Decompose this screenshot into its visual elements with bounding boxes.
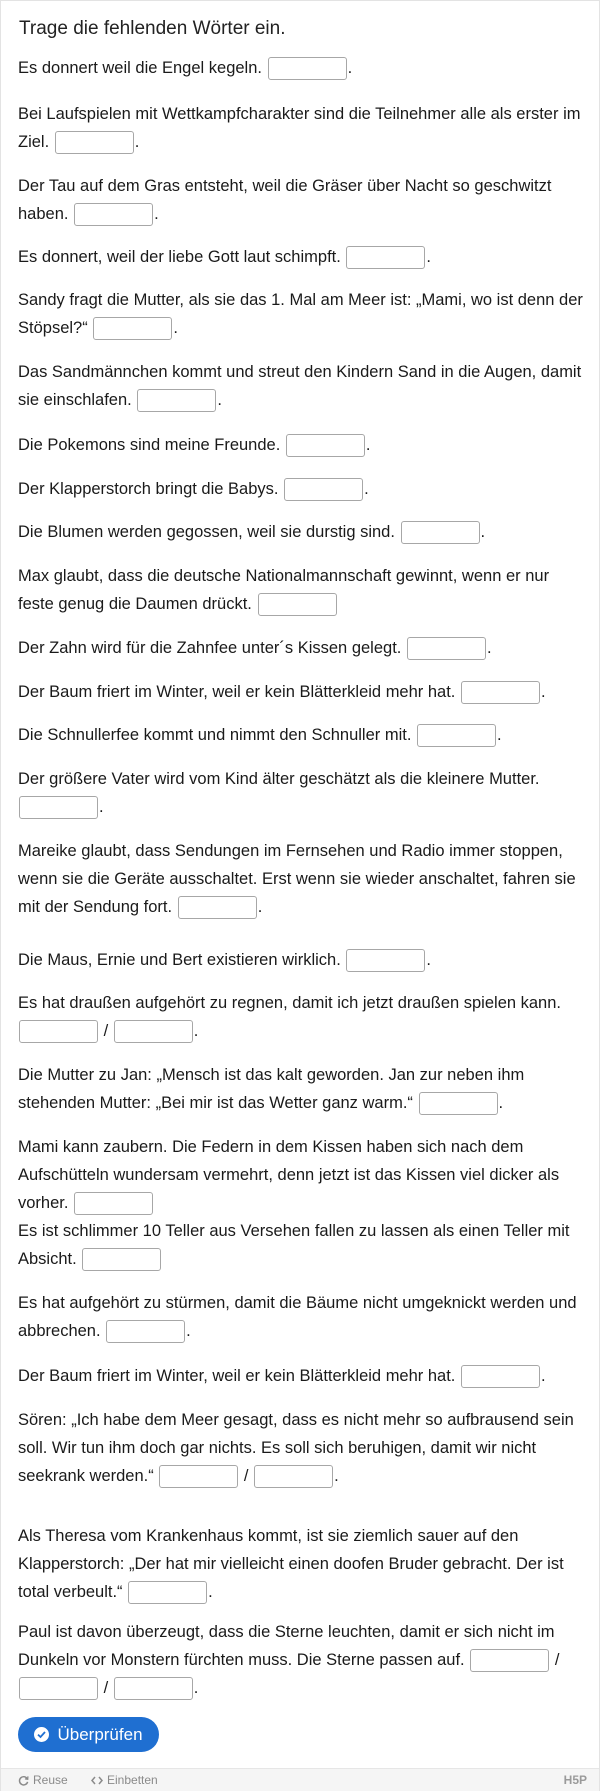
question-text: Sören: „Ich habe dem Meer gesagt, dass es nicht mehr so aufbrausend sein soll. Wir tun ihm doch gar nichts. Es soll sich beruhigen, damit wir nicht seekrank werden.“ [18,1411,574,1485]
question-suffix: . [365,436,371,454]
answer-input[interactable] [407,637,486,660]
answer-input[interactable] [346,246,425,269]
question-text: Paul ist davon überzeugt, dass die Sterne leuchten, damit er sich nicht im Dunkeln vor Monstern fürchten muss. Die Sterne passen auf. [18,1623,555,1669]
question-suffix: . [540,683,546,701]
question-suffix: . [347,59,353,77]
question [18,358,584,414]
answer-input[interactable] [286,434,365,457]
question-text: Der Baum friert im Winter, weil er kein Blätterkleid mehr hat. [18,1367,456,1385]
blank-separator: / [103,1022,109,1040]
question [18,946,584,974]
reuse-label: Reuse [33,1773,68,1787]
question [18,1406,584,1490]
question [18,172,584,228]
answer-input[interactable] [114,1677,193,1700]
question-text: Mami kann zaubern. Die Federn in dem Kissen haben sich nach dem Aufschütteln wundersam vermehrt, denn jetzt ist das Kissen viel dicker als vorher. [18,1138,560,1212]
question-suffix: . [193,1679,199,1697]
answer-input[interactable] [114,1020,193,1043]
question [18,518,584,546]
question [18,286,584,342]
question-text: Es donnert weil die Engel kegeln. [18,59,262,77]
blank-separator: / [554,1651,560,1669]
question-suffix: . [208,1583,213,1601]
question [18,989,584,1045]
question [18,721,584,749]
question [18,634,584,662]
answer-input[interactable] [401,521,480,544]
question-text: Der größere Vater wird vom Kind älter geschätzt als die kleinere Mutter. [18,770,540,788]
answer-input[interactable] [19,796,98,819]
blank-separator: / [103,1679,109,1697]
question [18,1217,584,1273]
question [18,1618,584,1702]
question [18,1061,584,1117]
embed-link[interactable] [91,1773,158,1787]
question-text: Es ist schlimmer 10 Teller aus Versehen fallen zu lassen als einen Teller mit Absicht. [18,1222,570,1268]
h5p-logo: H5P [563,1773,587,1787]
question-suffix: . [426,951,431,969]
question-text: Es donnert, weil der liebe Gott laut schimpft. [18,248,341,266]
answer-input[interactable] [137,389,216,412]
question [18,678,584,706]
question-suffix: . [193,1022,199,1040]
question [18,1133,584,1217]
question-suffix: . [480,523,486,541]
question-text: Bei Laufspielen mit Wettkampfcharakter sind die Teilnehmer alle als erster im Ziel. [18,105,581,151]
question-text: Der Baum friert im Winter, weil er kein Blätterkleid mehr hat. [18,683,456,701]
question [18,837,584,921]
answer-input[interactable] [461,1365,540,1388]
answer-input[interactable] [19,1677,98,1700]
answer-input[interactable] [470,1649,549,1672]
embed-icon [91,1775,103,1786]
question-text: Die Pokemons sind meine Freunde. [18,436,281,454]
check-circle-icon [34,1727,49,1742]
answer-input[interactable] [417,724,496,747]
question-text: Die Blumen werden gegossen, weil sie durstig sind. [18,523,395,541]
question-text: Mareike glaubt, dass Sendungen im Fernsehen und Radio immer stoppen, wenn sie die Geräte ausschaltet. Erst wenn sie wieder anschaltet, fahren sie mit der Sendung fort. [18,842,576,916]
question [18,562,584,618]
reuse-icon [18,1775,29,1786]
question-text: Sandy fragt die Mutter, als sie das 1. Mal am Meer ist: „Mami, wo ist denn der Stöpsel?“ [18,291,583,337]
answer-input[interactable] [19,1020,98,1043]
answer-input[interactable] [346,949,425,972]
question [18,1522,584,1606]
embed-label: Einbetten [107,1773,158,1787]
question-suffix: . [257,898,263,916]
answer-input[interactable] [93,317,172,340]
answer-input[interactable] [268,57,347,80]
question-suffix: . [498,1094,504,1112]
answer-input[interactable] [74,1192,153,1215]
reuse-link[interactable] [18,1773,68,1787]
question [18,54,584,82]
blank-separator: / [243,1467,249,1485]
answer-input[interactable] [258,593,337,616]
question-suffix: . [426,248,432,266]
answer-input[interactable] [284,478,363,501]
question [18,1289,584,1345]
question-text: Der Zahn wird für die Zahnfee unter´s Kissen gelegt. [18,639,402,657]
question-suffix: . [364,480,369,498]
question-text: Die Schnullerfee kommt und nimmt den Schnuller mit. [18,726,412,744]
question [18,243,584,271]
question-text: Die Maus, Ernie und Bert existieren wirklich. [18,951,341,969]
task-title: Trage die fehlenden Wörter ein. [19,18,286,39]
answer-input[interactable] [82,1248,161,1271]
question-text: Der Klapperstorch bringt die Babys. [18,480,279,498]
answer-input[interactable] [254,1465,333,1488]
answer-input[interactable] [178,896,257,919]
question-suffix: . [486,639,492,657]
question [18,475,584,503]
answer-input[interactable] [74,203,153,226]
check-button[interactable] [18,1717,159,1752]
question-suffix: . [154,205,159,223]
question-suffix: . [173,319,178,337]
question-suffix: . [99,798,104,816]
question-text: Als Theresa vom Krankenhaus kommt, ist sie ziemlich sauer auf den Klapperstorch: „Der hat mir vielleicht einen doofen Bruder gebracht. Der ist total verbeult.“ [18,1527,564,1601]
question [18,100,584,156]
answer-input[interactable] [106,1320,185,1343]
answer-input[interactable] [461,681,540,704]
check-button-label: Überprüfen [57,1724,143,1744]
question [18,765,584,821]
answer-input[interactable] [419,1092,498,1115]
question-text: Der Tau auf dem Gras entsteht, weil die Gräser über Nacht so geschwitzt haben. [18,177,552,223]
footer [1,1768,599,1791]
question-text: Es hat draußen aufgehört zu regnen, damit ich jetzt draußen spielen kann. [18,994,561,1012]
question-text: Das Sandmännchen kommt und streut den Kindern Sand in die Augen, damit sie einschlafen. [18,363,582,409]
question-suffix: . [497,726,502,744]
question-text: Max glaubt, dass die deutsche Nationalmannschaft gewinnt, wenn er nur feste genug die Daumen drückt. [18,567,550,613]
question-suffix: . [217,391,222,409]
question-suffix: . [540,1367,546,1385]
question [18,1362,584,1390]
answer-input[interactable] [159,1465,238,1488]
question-suffix: . [134,133,140,151]
answer-input[interactable] [55,131,134,154]
question-suffix: . [334,1467,339,1485]
question [18,431,584,459]
answer-input[interactable] [128,1581,207,1604]
question-text: Die Mutter zu Jan: „Mensch ist das kalt geworden. Jan zur neben ihm stehenden Mutter: „Bei mir ist das Wetter ganz warm.“ [18,1066,525,1112]
question-suffix: . [186,1322,191,1340]
question-text: Es hat aufgehört zu stürmen, damit die Bäume nicht umgeknickt werden und abbrechen. [18,1294,577,1340]
